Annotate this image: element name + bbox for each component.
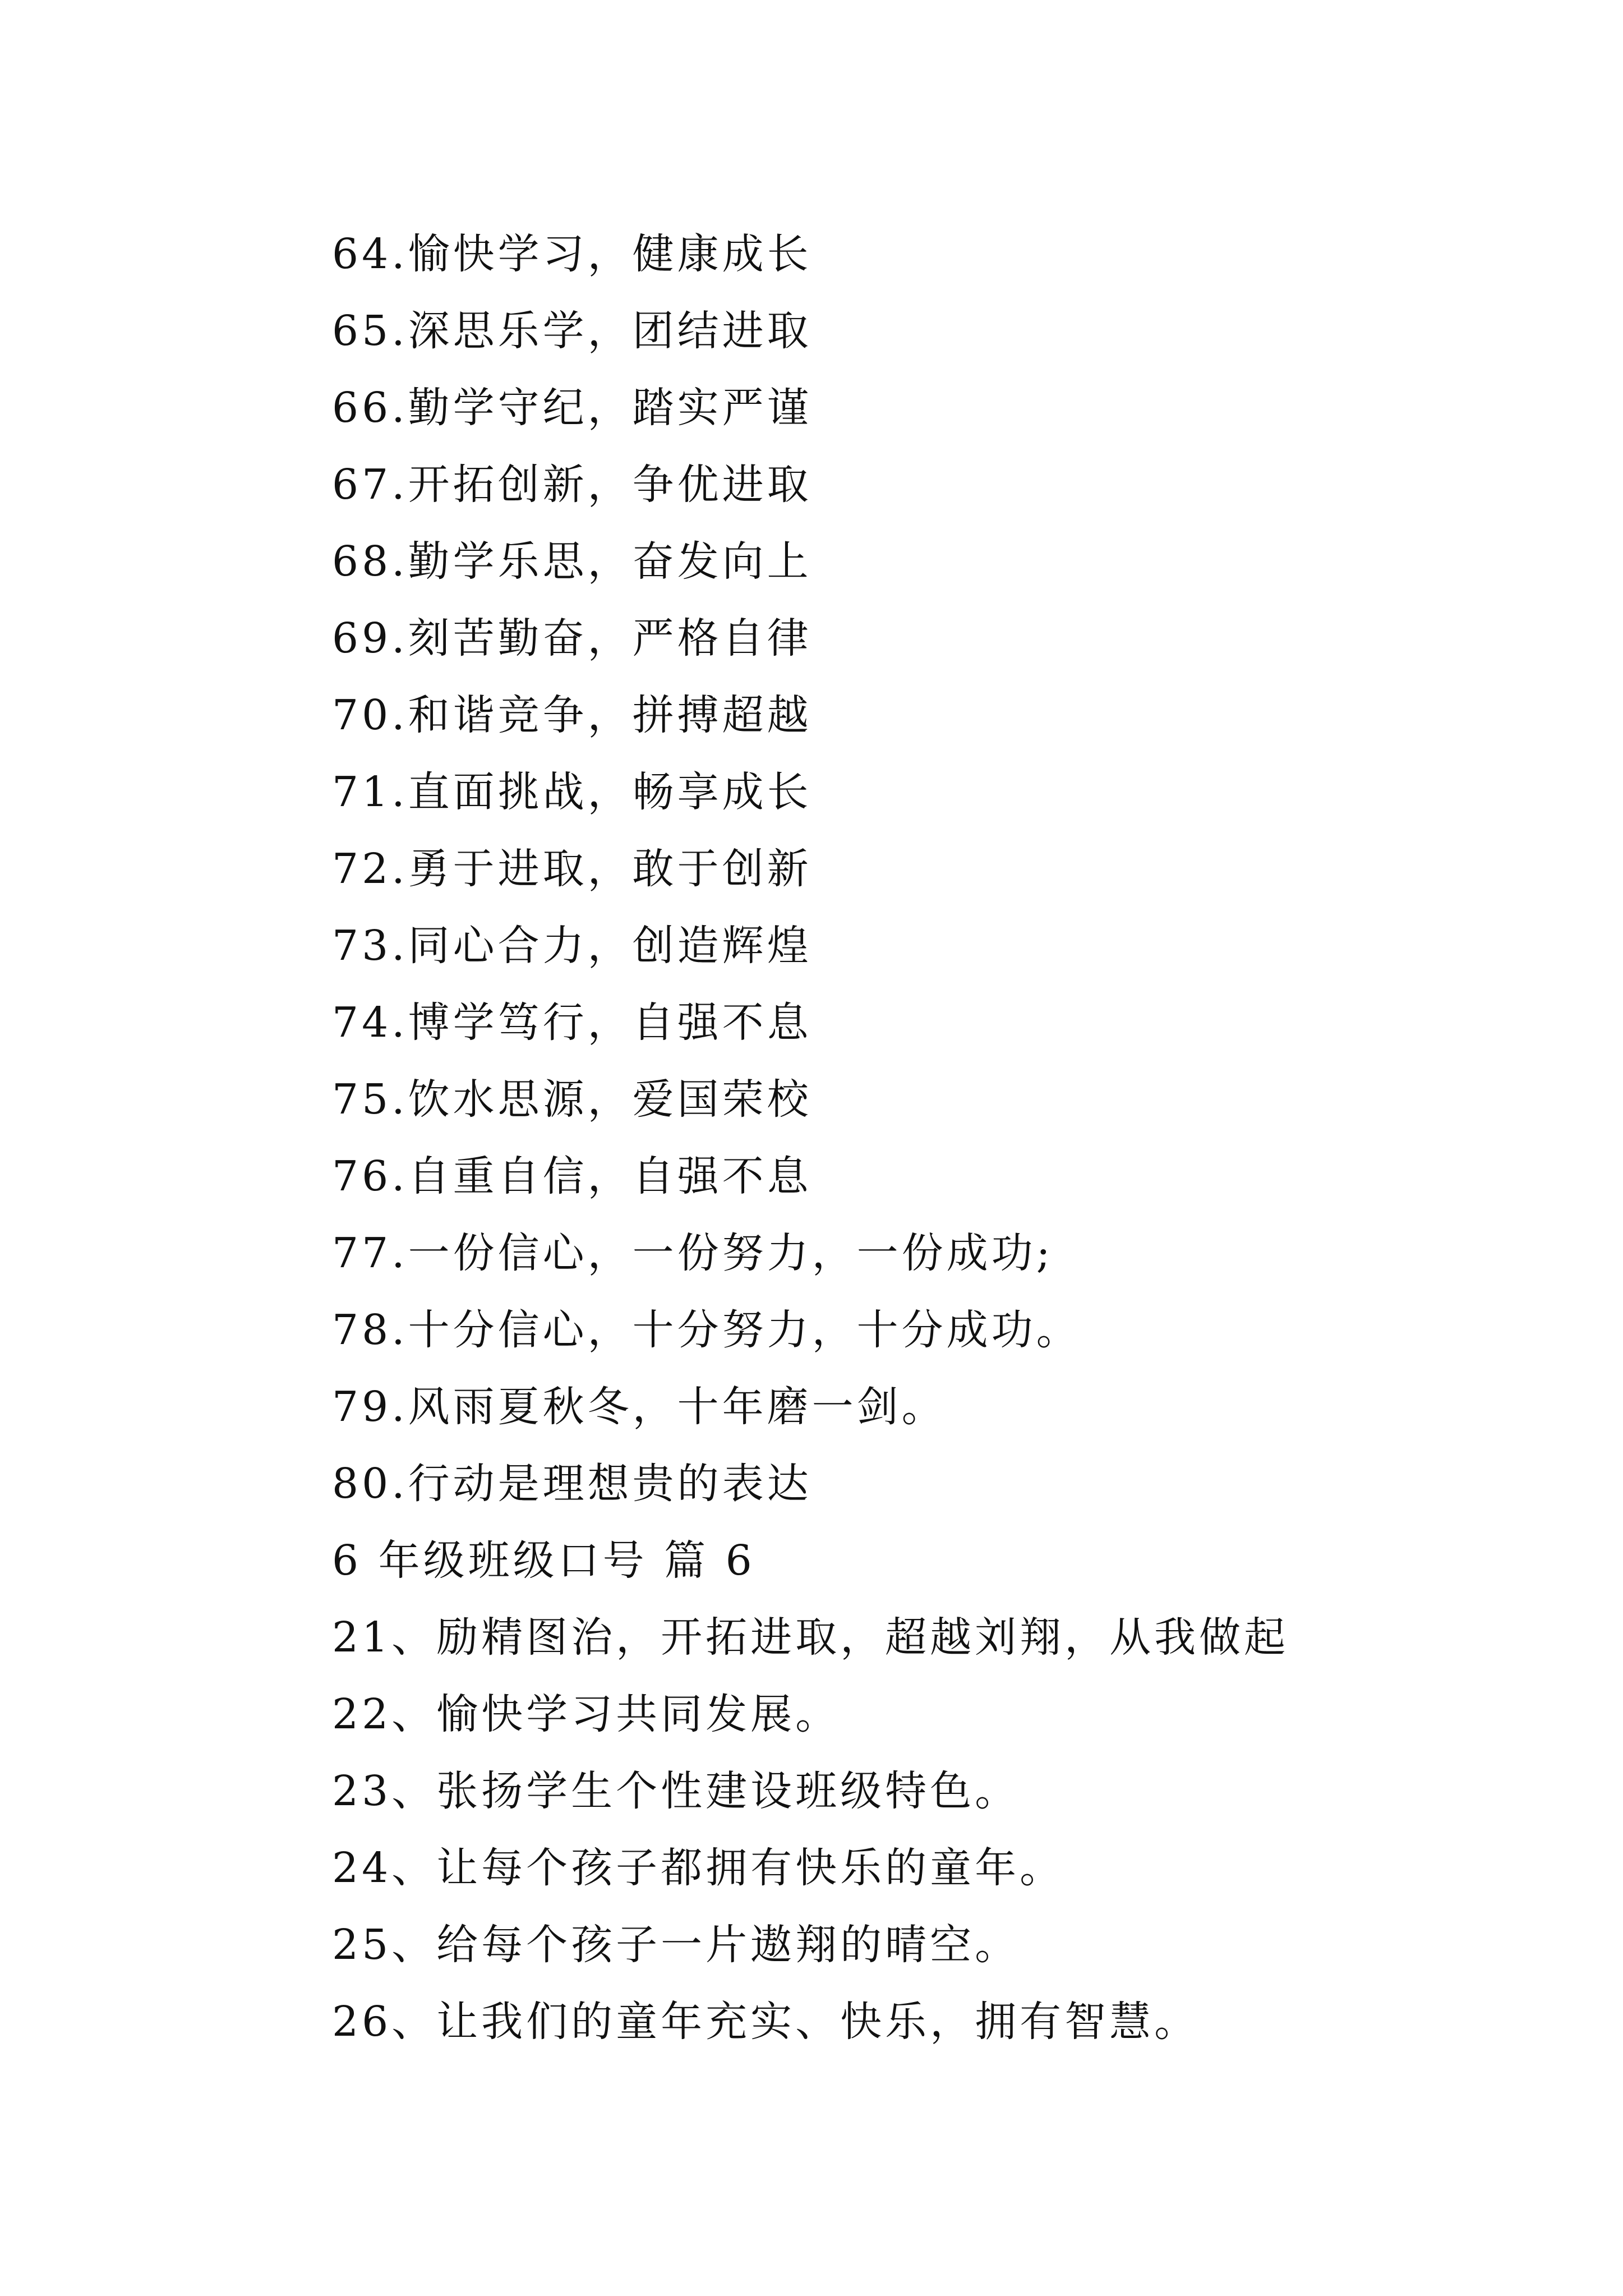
slogan-line-76: 76.自重自信，自强不息 — [332, 1152, 812, 1200]
slogan-line-21: 21、励精图治，开拓进取，超越刘翔，从我做起 — [332, 1613, 1289, 1662]
slogan-line-78: 78.十分信心，十分努力，十分成功。 — [332, 1306, 1081, 1354]
slogan-line-79: 79.风雨夏秋冬，十年磨一剑。 — [332, 1383, 947, 1431]
document-body — [332, 216, 1510, 2060]
slogan-line-80: 80.行动是理想贵的表达 — [332, 1460, 812, 1508]
slogan-line-71: 71.直面挑战，畅享成长 — [332, 768, 812, 816]
slogan-line-67: 67.开拓创新，争优进取 — [332, 461, 812, 509]
slogan-line-23: 23、张扬学生个性建设班级特色。 — [332, 1767, 1020, 1815]
slogan-line-69: 69.刻苦勤奋，严格自律 — [332, 614, 812, 662]
slogan-line-70: 70.和谐竞争，拼搏超越 — [332, 691, 812, 739]
slogan-line-75: 75.饮水思源，爱国荣校 — [332, 1075, 812, 1124]
slogan-line-68: 68.勤学乐思，奋发向上 — [332, 537, 812, 586]
slogan-line-22: 22、愉快学习共同发展。 — [332, 1690, 841, 1738]
slogan-line-74: 74.博学笃行，自强不息 — [332, 999, 812, 1047]
slogan-line-64: 64.愉快学习，健康成长 — [332, 230, 812, 278]
slogan-line-26: 26、让我们的童年充实、快乐，拥有智慧。 — [332, 1998, 1200, 2046]
slogan-line-24: 24、让每个孩子都拥有快乐的童年。 — [332, 1844, 1065, 1892]
slogan-line-72: 72.勇于进取，敢于创新 — [332, 845, 812, 893]
slogan-line-66: 66.勤学守纪，踏实严谨 — [332, 384, 812, 432]
slogan-line-65: 65.深思乐学，团结进取 — [332, 307, 812, 355]
slogan-line-77: 77.一份信心，一份努力，一份成功; — [332, 1229, 1054, 1277]
slogan-line-25: 25、给每个孩子一片遨翔的晴空。 — [332, 1921, 1020, 1969]
section-heading: 6 年级班级口号 篇 6 — [332, 1536, 755, 1585]
slogan-line-73: 73.同心合力，创造辉煌 — [332, 922, 812, 970]
